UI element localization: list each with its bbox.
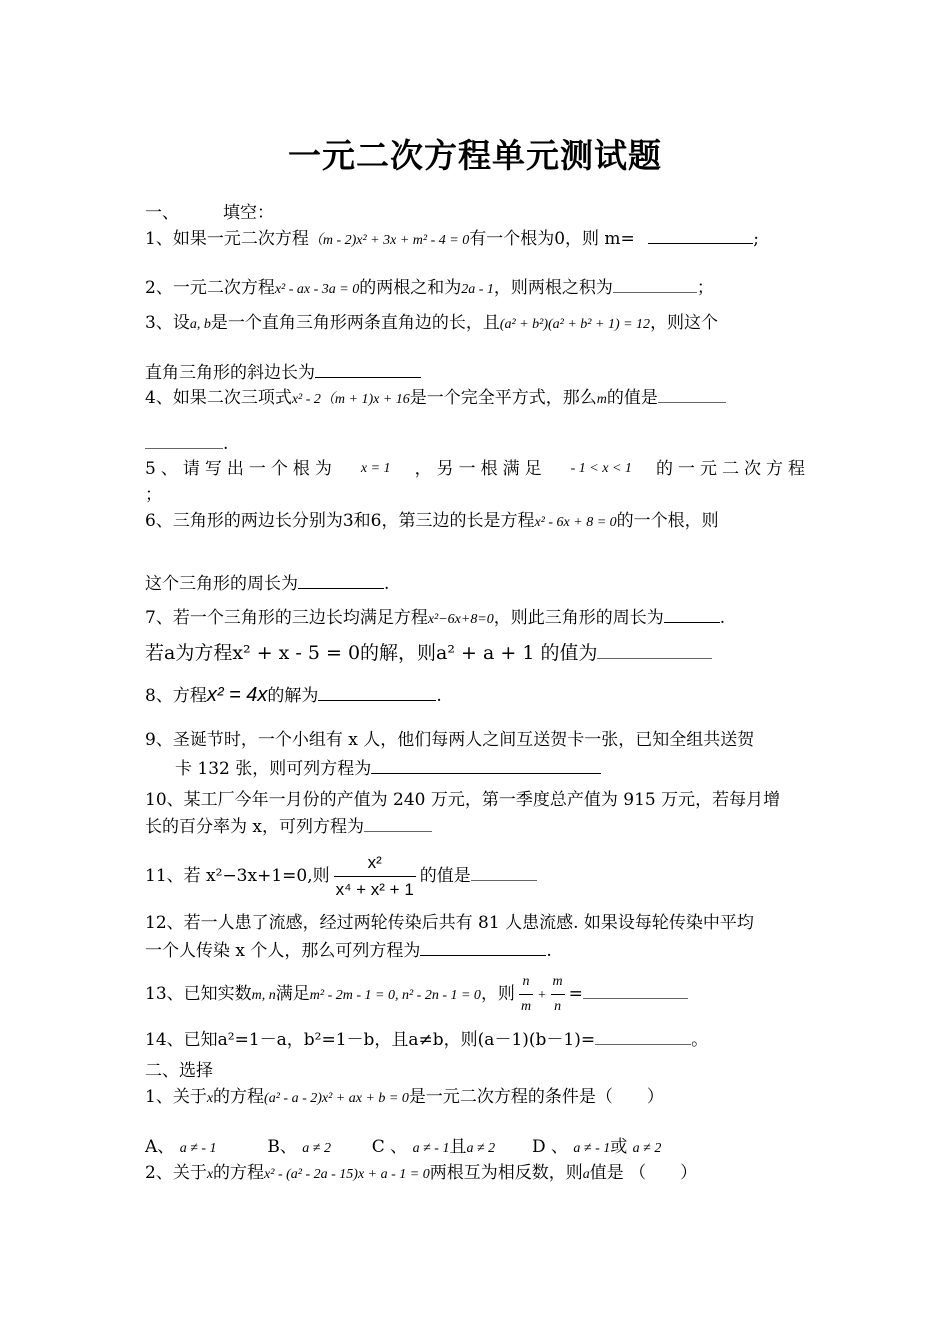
answer-blank[interactable] — [298, 572, 384, 589]
equation: m² - 2m - 1 = 0, n² - 2n - 1 = 0 — [309, 988, 481, 1003]
answer-blank[interactable] — [583, 982, 688, 999]
fraction: $\frac{\text{x²}}{\text{x⁴ + x² + 1}}$ — [334, 850, 416, 903]
question-12: 12、若一人患了流感，经过两轮传染后共有 81 人患流感. 如果设每轮传染中平均 — [145, 913, 754, 933]
answer-blank[interactable] — [648, 227, 753, 244]
section-heading-fill — [145, 202, 810, 224]
equation: x² - 2（m + 1)x + 16 — [291, 392, 410, 407]
question-2: 2、一元二次方程x² - ax - 3a = 0的两根之和为2a - 1，则两根之积为 ； — [145, 278, 714, 298]
option-c[interactable]: C 、 a ≠ - 1且a ≠ 2 — [371, 1137, 496, 1157]
question-3: 3、设a, b是一个直角三角形两条直角边的长，且(a² + b²)(a² + b² + 1) = 12，则这个 — [145, 313, 719, 333]
option-a[interactable]: A、 a ≠ - 1 — [145, 1137, 217, 1157]
answer-blank[interactable] — [597, 646, 712, 659]
page-title: 一元二次方程单元测试题 — [288, 136, 662, 175]
section-heading-choice: 二、选择 — [145, 1061, 213, 1081]
choice-1-options — [145, 1136, 810, 1160]
answer-blank[interactable] — [595, 1028, 691, 1045]
equation: x² - 6x + 8 = 0 — [534, 515, 617, 530]
answer-blank[interactable] — [658, 386, 726, 403]
equation: (a² + b²)(a² + b² + 1) = 12 — [499, 317, 651, 332]
answer-blank[interactable] — [315, 361, 421, 378]
question-5-line2: ； — [145, 485, 162, 505]
equation: x² - ax - 3a = 0 — [274, 282, 360, 297]
answer-blank[interactable] — [613, 276, 697, 293]
answer-blank[interactable] — [471, 864, 537, 881]
equation: x² - (a² - 2a - 15)x + a - 1 = 0 — [264, 1167, 430, 1182]
question-4: 4、如果二次三项式x² - 2（m + 1)x + 16是一个完全平方式，那么m的值是 — [145, 386, 810, 411]
section-number: 一、 — [145, 203, 179, 223]
question-6: 6、三角形的两边长分别为3和6，第三边的长是方程x² - 6x + 8 = 0的一个根，则 — [145, 511, 719, 531]
question-7: 7、若一个三角形的三边长均满足方程x²−6x+8=0，则此三角形的周长为 . — [145, 608, 726, 628]
section-label: 填空： — [223, 203, 274, 223]
fraction: $\frac{m}{n}$ — [551, 970, 565, 1019]
fraction: $\frac{n}{m}$ — [519, 970, 533, 1019]
option-d[interactable]: D 、 a ≠ - 1或 a ≠ 2 — [531, 1137, 662, 1157]
question-9-line2: 卡 132 张，则可列方程为 — [145, 757, 840, 780]
question-11: 11、若 x²−3x+1=0,则 $\frac{\text{x²}}{\text{x⁴ + x² + 1}}$ 的值是 — [145, 850, 810, 903]
question-9: 9、圣诞节时，一个小组有 x 人，他们每两人之间互送贺卡一张，已知全组共送贺 — [145, 730, 755, 750]
question-1: 1、如果一元二次方程（m - 2)x² + 3x + m² - 4 = 0有一个根为0，则 m= ; — [145, 229, 759, 249]
question-5: 5、请写出一个根为 x = 1 ，另一根满足 - 1 < x < 1 的一元二次方程 — [145, 459, 810, 479]
equation: （m - 2)x² + 3x + m² - 4 = 0 — [308, 233, 470, 248]
question-6-line2: 这个三角形的周长为 . — [145, 574, 390, 594]
question-4-line2: . — [145, 432, 810, 455]
question-10: 10、某工厂今年一月份的产值为 240 万元，第一季度总产值为 915 万元，若每月增 — [145, 790, 781, 810]
answer-blank[interactable] — [664, 606, 720, 623]
equation: x² = 4x — [206, 684, 268, 706]
answer-blank[interactable] — [145, 432, 223, 449]
question-13: 13、已知实数m, n满足m² - 2m - 1 = 0, n² - 2n - 1 = 0，则 $\frac{n}{m}$ + $\frac{m}{n}$ = — [145, 970, 810, 1019]
answer-blank[interactable] — [420, 939, 546, 956]
question-10-line2: 长的百分率为 x，可列方程为 — [145, 815, 810, 838]
answer-blank[interactable] — [318, 684, 436, 701]
question-12-line2: 一个人传染 x 个人，那么可列方程为 . — [145, 941, 552, 961]
answer-blank[interactable] — [364, 815, 432, 832]
answer-blank[interactable] — [371, 757, 601, 774]
question-14: 14、已知a²=1－a，b²=1－b，且a≠b，则(a－1)(b－1)= 。 — [145, 1030, 709, 1050]
equation: (a² - a - 2)x² + ax + b = 0 — [264, 1091, 409, 1106]
question-8: 8、方程x² = 4x的解为 . — [145, 684, 442, 706]
question-7b: 若a为方程x² + x - 5 = 0的解，则a² + a + 1 的值为 — [145, 642, 810, 664]
equation: x²−6x+8=0 — [427, 612, 494, 627]
option-b[interactable]: B、 a ≠ 2 — [267, 1137, 331, 1157]
question-3-line2: 直角三角形的斜边长为 — [145, 361, 810, 384]
choice-2: 2、关于x的方程x² - (a² - 2a - 15)x + a - 1 = 0两根互为相反数，则a值是 （ ） — [145, 1163, 698, 1183]
choice-1: 1、关于x的方程(a² - a - 2)x² + ax + b = 0是一元二次方程的条件是（ ） — [145, 1087, 664, 1107]
